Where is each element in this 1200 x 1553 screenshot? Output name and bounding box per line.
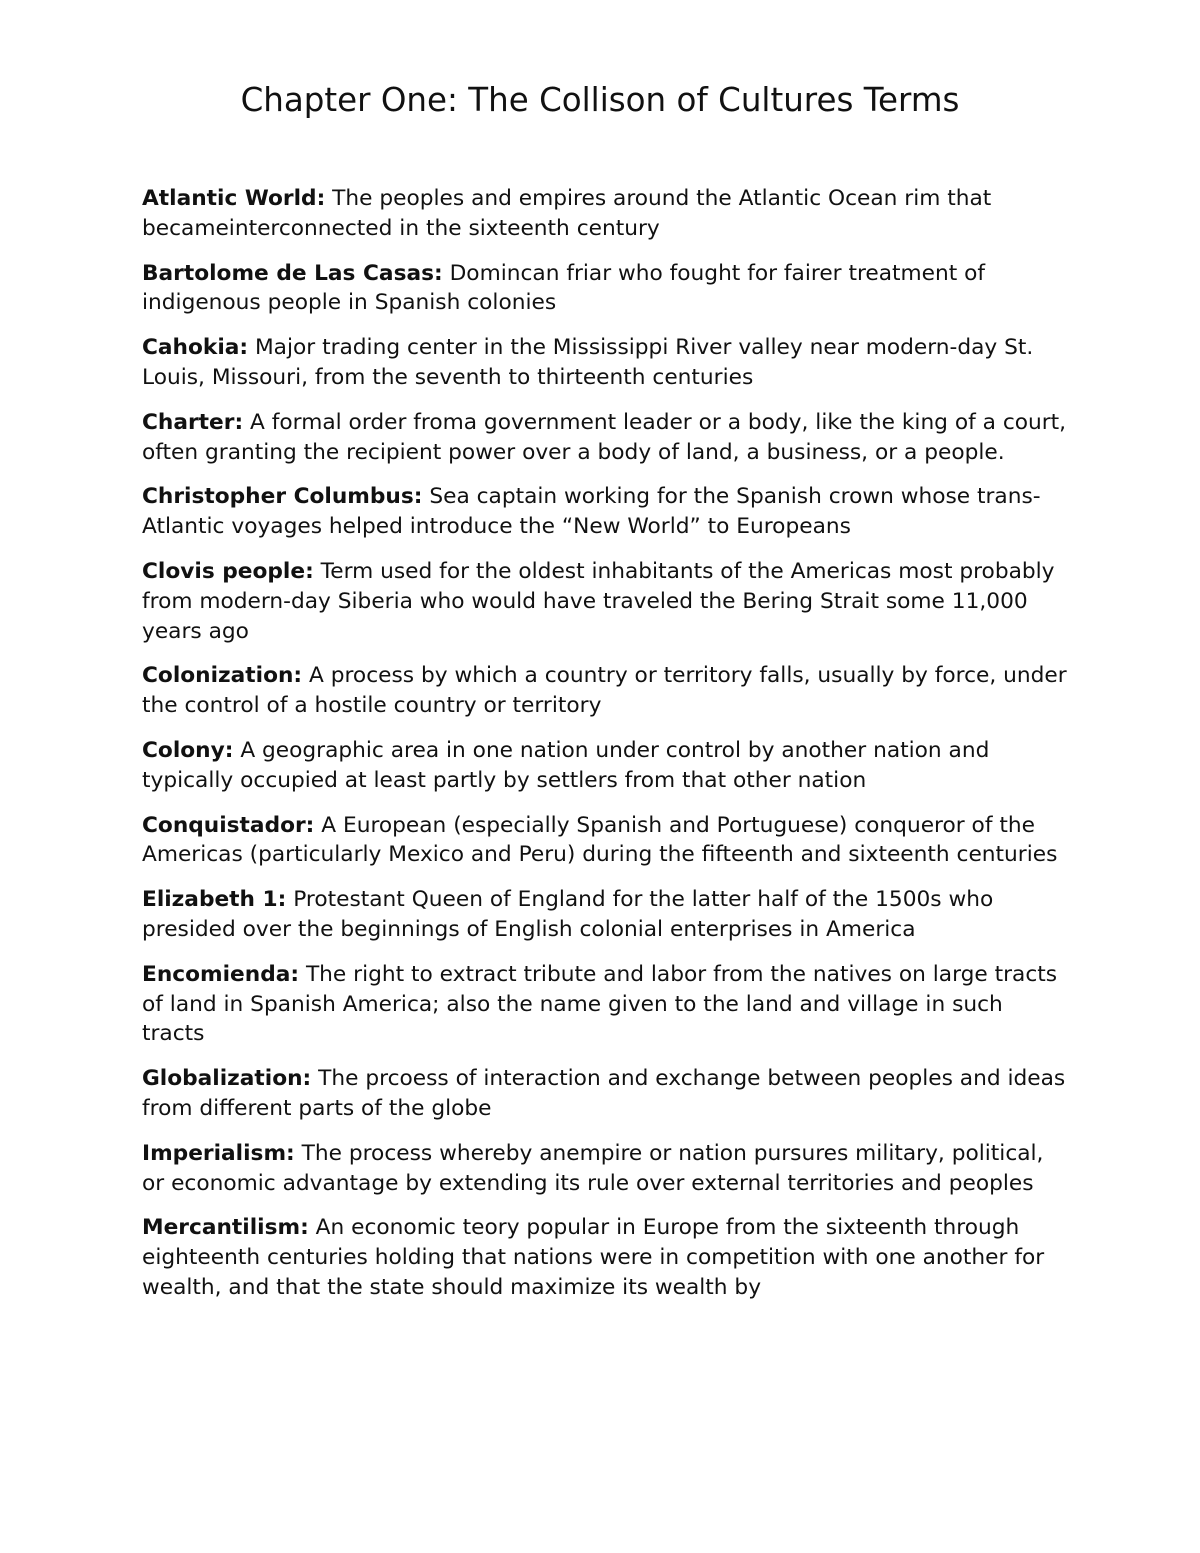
term-name: Colony:	[142, 737, 234, 763]
term-name: Bartolome de Las Casas:	[142, 260, 443, 286]
term-definition: The prcoess of interaction and exchange between peoples and ideas from different parts of the globe	[142, 1066, 1066, 1121]
term-name: Clovis people:	[142, 558, 314, 584]
term-list	[142, 184, 1072, 1318]
term-definition: A formal order froma government leader or a body, like the king of a court, often granting the recipient power over a body of land, a business, or a people.	[142, 409, 1067, 465]
term-entry	[142, 408, 1072, 468]
term-entry	[142, 1213, 1072, 1302]
term-definition: The process whereby anempire or nation pursures military, political, or economic advantage by extending its rule over external territories and peoples	[142, 1140, 1044, 1196]
term-entry	[142, 885, 1072, 945]
page-title: Chapter One: The Collison of Cultures Terms	[240, 81, 960, 119]
term-name: Christopher Columbus:	[142, 484, 423, 510]
term-entry	[142, 736, 1072, 796]
term-entry	[142, 811, 1072, 871]
term-name: Globalization:	[142, 1066, 312, 1092]
term-definition: An economic teory popular in Europe from the sixteenth through eighteenth centuries holding that nations were in competition with one another for wealth, and that the state should maximize its wealth by	[142, 1215, 1045, 1300]
term-name: Mercantilism:	[142, 1215, 309, 1241]
term-name: Cahokia:	[142, 335, 249, 361]
term-entry	[142, 333, 1072, 393]
term-definition: A process by which a country or territory falls, usually by force, under the control of a hostile country or territory	[142, 663, 1067, 719]
term-definition: Domincan friar who fought for fairer treatment of indigenous people in Spanish colonies	[142, 260, 986, 316]
term-entry	[142, 661, 1072, 721]
term-entry	[142, 1064, 1072, 1124]
term-definition: The right to extract tribute and labor from the natives on large tracts of land in Spanish America; also the name given to the land and village in such tracts	[142, 961, 1058, 1047]
term-entry	[142, 557, 1072, 646]
term-definition: A geographic area in one nation under control by another nation and typically occupied at least partly by settlers from that other nation	[142, 737, 990, 793]
term-name: Colonization:	[142, 663, 303, 689]
term-definition: The peoples and empires around the Atlantic Ocean rim that becameinterconnected in the sixteenth century	[142, 186, 992, 241]
term-definition: Term used for the oldest inhabitants of the Americas most probably from modern-day Siberia who would have traveled the Bering Strait some 11,000 years ago	[142, 558, 1055, 644]
term-name: Encomienda:	[142, 961, 300, 987]
term-name: Imperialism:	[142, 1140, 295, 1166]
term-entry	[142, 1139, 1072, 1199]
term-definition: Major trading center in the Mississippi River valley near modern-day St. Louis, Missouri, from the seventh to thirteenth centuries	[142, 335, 1034, 390]
term-entry	[142, 482, 1072, 542]
term-entry	[142, 259, 1072, 319]
term-name: Atlantic World:	[142, 186, 326, 211]
term-definition: Protestant Queen of England for the latter half of the 1500s who presided over the beginnings of English colonial enterprises in America	[142, 887, 994, 942]
term-name: Conquistador:	[142, 812, 315, 838]
term-definition: A European (especially Spanish and Portuguese) conqueror of the Americas (particularly Mexico and Peru) during the fifteenth and sixteenth centuries	[142, 812, 1058, 868]
term-entry	[142, 960, 1072, 1049]
term-definition: Sea captain working for the Spanish crown whose trans-Atlantic voyages helped introduce the “New World” to Europeans	[142, 484, 1041, 540]
term-name: Elizabeth 1:	[142, 887, 287, 913]
term-entry	[142, 184, 1072, 244]
term-name: Charter:	[142, 409, 244, 435]
